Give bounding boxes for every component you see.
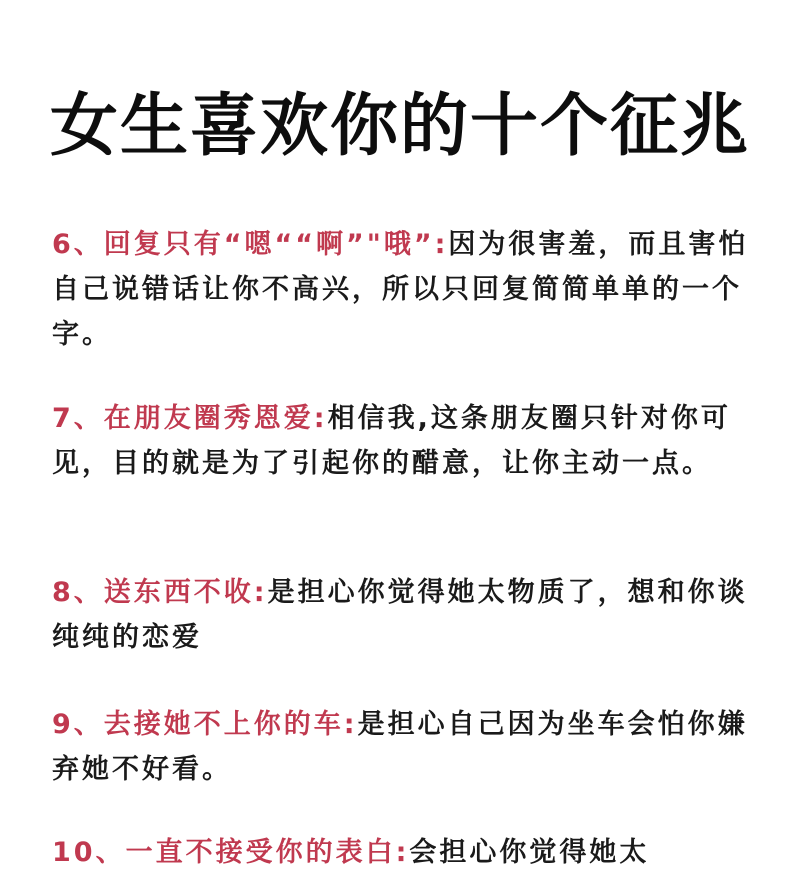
sign-item-9 <box>52 702 752 792</box>
sign-item-8 <box>52 570 752 660</box>
page-title: 女生喜欢你的十个征兆 <box>49 86 750 166</box>
sign-heading: 10、一直不接受你的表白: <box>52 837 410 868</box>
sign-heading: 7、在朋友圈秀恩爱: <box>52 403 328 434</box>
sign-heading: 9、去接她不上你的车: <box>52 709 358 740</box>
sign-item-7 <box>52 396 752 486</box>
sign-body: 因为很害羞，而且害怕自己说错话让你不高兴，所以只回复简简单单的一个字。 <box>52 229 749 350</box>
sign-body: 会担心你觉得她太 <box>409 837 650 868</box>
sign-body: 是担心你觉得她太物质了，想和你谈纯纯的恋爱 <box>52 577 748 653</box>
sign-heading: 8、送东西不收: <box>52 577 268 608</box>
sign-item-10 <box>52 830 752 875</box>
sign-body: 是担心自己因为坐车会怕你嫌弃她不好看。 <box>52 709 748 785</box>
sign-item-6 <box>52 222 752 357</box>
sign-heading: 6、回复只有“嗯““啊”"哦”: <box>52 229 449 260</box>
sign-body: 相信我,这条朋友圈只针对你可见，目的就是为了引起你的醋意，让你主动一点。 <box>52 403 731 479</box>
